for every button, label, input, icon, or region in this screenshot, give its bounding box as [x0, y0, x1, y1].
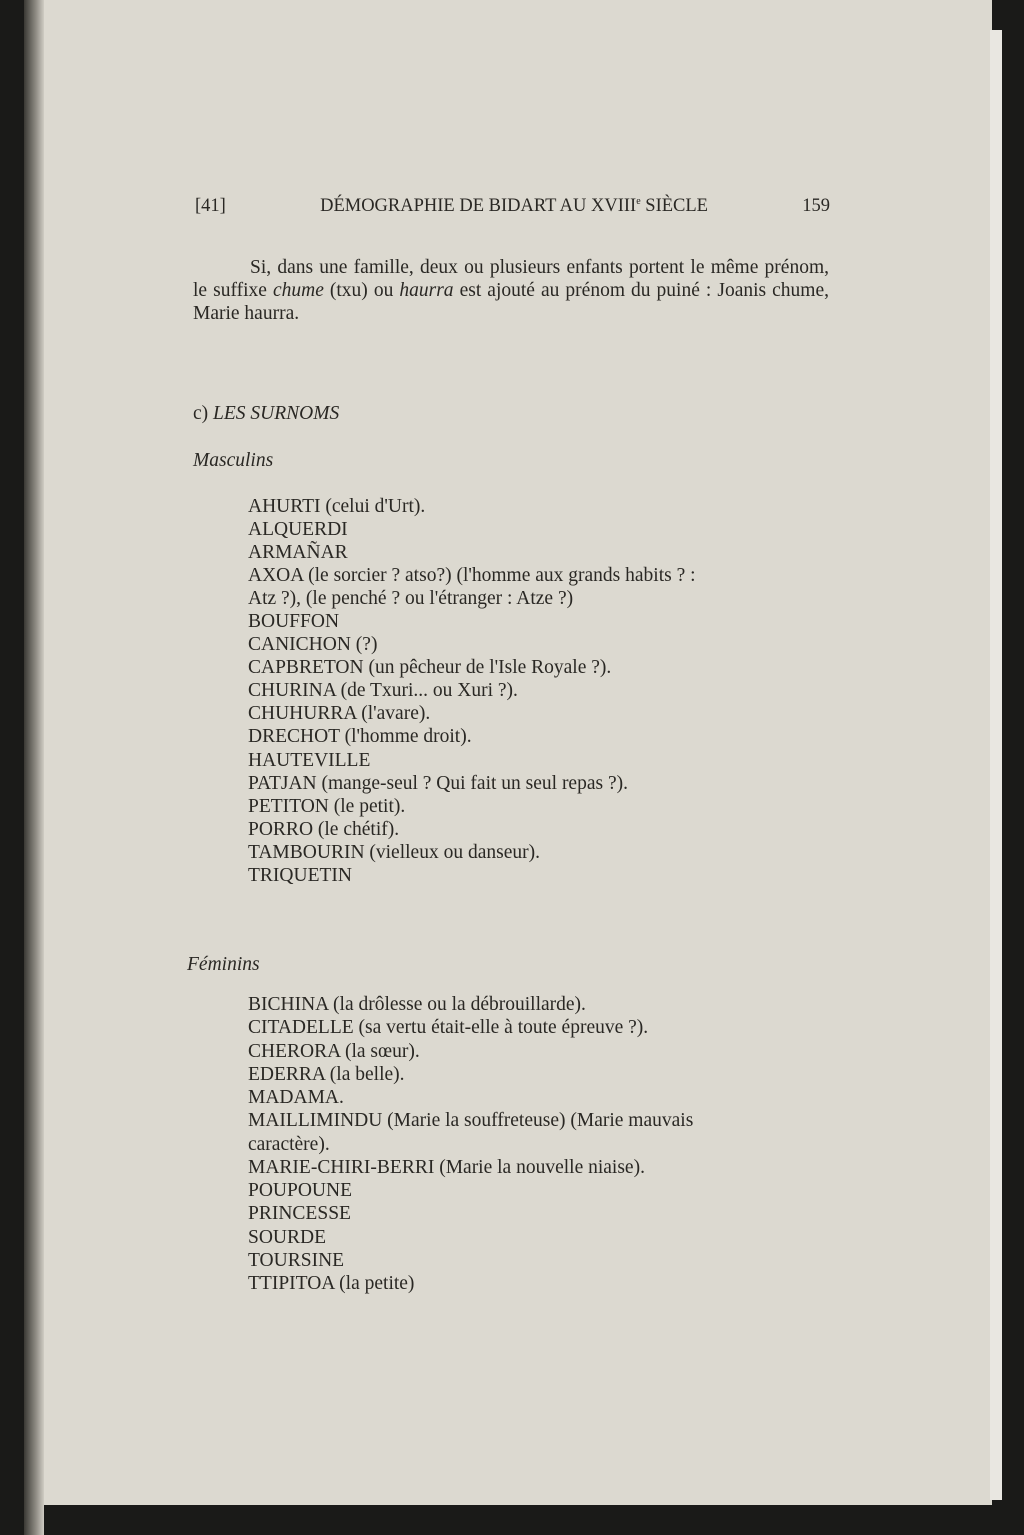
intro-text: Si, dans une famille, deux ou plusieurs enfants portent le même prénom, le suffixe: [193, 257, 829, 301]
list-item: ARMAÑAR: [248, 542, 348, 564]
list-item: Atz ?), (le penché ? ou l'étranger : Atze ?): [248, 588, 574, 610]
list-item: PORRO (le chétif).: [248, 818, 400, 840]
list-item: AHURTI (celui d'Urt).: [248, 496, 426, 517]
list-item: MARIE-CHIRI-BERRI (Marie la nouvelle niaise).: [248, 1156, 645, 1178]
running-header: [195, 196, 830, 217]
chapter-number: [41]: [195, 196, 226, 216]
list-item: CHUHURRA (l'avare).: [248, 703, 431, 725]
running-title-sup: e: [636, 196, 641, 207]
list-item: MADAMA.: [248, 1087, 344, 1108]
list-item: HAUTEVILLE: [248, 749, 371, 771]
intro-text: (txu) ou: [323, 280, 400, 301]
list-item: ALQUERDI: [248, 519, 348, 541]
list-item: BICHINA (la drôlesse ou la débrouillarde).: [248, 994, 586, 1015]
list-item: TOURSINE: [248, 1249, 345, 1271]
list-item: CITADELLE (sa vertu était-elle à toute épreuve ?).: [248, 1017, 649, 1039]
list-item: BOUFFON: [248, 611, 340, 633]
section-title: LES SURNOMS: [213, 403, 340, 424]
feminins-heading: Féminins: [187, 954, 260, 975]
list-item: MAILLIMINDU (Marie la souffreteuse) (Marie mauvais: [248, 1110, 694, 1132]
section-heading: [193, 402, 339, 425]
list-item: SOURDE: [248, 1226, 327, 1248]
page-edge: [990, 30, 1002, 1500]
list-item: EDERRA (la belle).: [248, 1063, 405, 1085]
list-item: PATJAN (mange-seul ? Qui fait un seul repas ?).: [248, 772, 628, 794]
masculins-list: [248, 495, 696, 887]
list-item: CHERORA (la sœur).: [248, 1040, 420, 1062]
list-item: PRINCESSE: [248, 1203, 351, 1225]
list-item: CHURINA (de Txuri... ou Xuri ?).: [248, 680, 518, 702]
list-item: caractère).: [248, 1133, 330, 1155]
feminins-list: [248, 993, 693, 1295]
list-item: POUPOUNE: [248, 1180, 353, 1201]
running-title: [320, 196, 708, 217]
list-item: TRIQUETIN: [248, 864, 352, 886]
intro-emphasis: chume: [272, 280, 324, 301]
list-item: DRECHOT (l'homme droit).: [248, 726, 472, 748]
running-title-end: SIÈCLE: [640, 196, 708, 217]
masculins-heading: Masculins: [193, 450, 274, 471]
list-item: AXOA (le sorcier ? atso?) (l'homme aux grands habits ? :: [248, 565, 696, 587]
list-item: CANICHON (?): [248, 634, 378, 656]
list-item: PETITON (le petit).: [248, 795, 406, 817]
list-item: CAPBRETON (un pêcheur de l'Isle Royale ?).: [248, 657, 612, 679]
page-number: 159: [802, 196, 830, 216]
intro-emphasis: haurra: [399, 280, 454, 301]
list-item: TAMBOURIN (vielleux ou danseur).: [248, 841, 540, 863]
section-prefix: c): [193, 403, 214, 424]
list-item: TTIPITOA (la petite): [248, 1273, 415, 1294]
intro-paragraph: [193, 256, 829, 325]
running-title-text: DÉMOGRAPHIE DE BIDART AU XVIII: [320, 196, 637, 217]
intro-text: est ajouté au prénom du puiné : Joanis chume, Marie haurra.: [193, 280, 830, 324]
page-gutter: [24, 0, 44, 1535]
